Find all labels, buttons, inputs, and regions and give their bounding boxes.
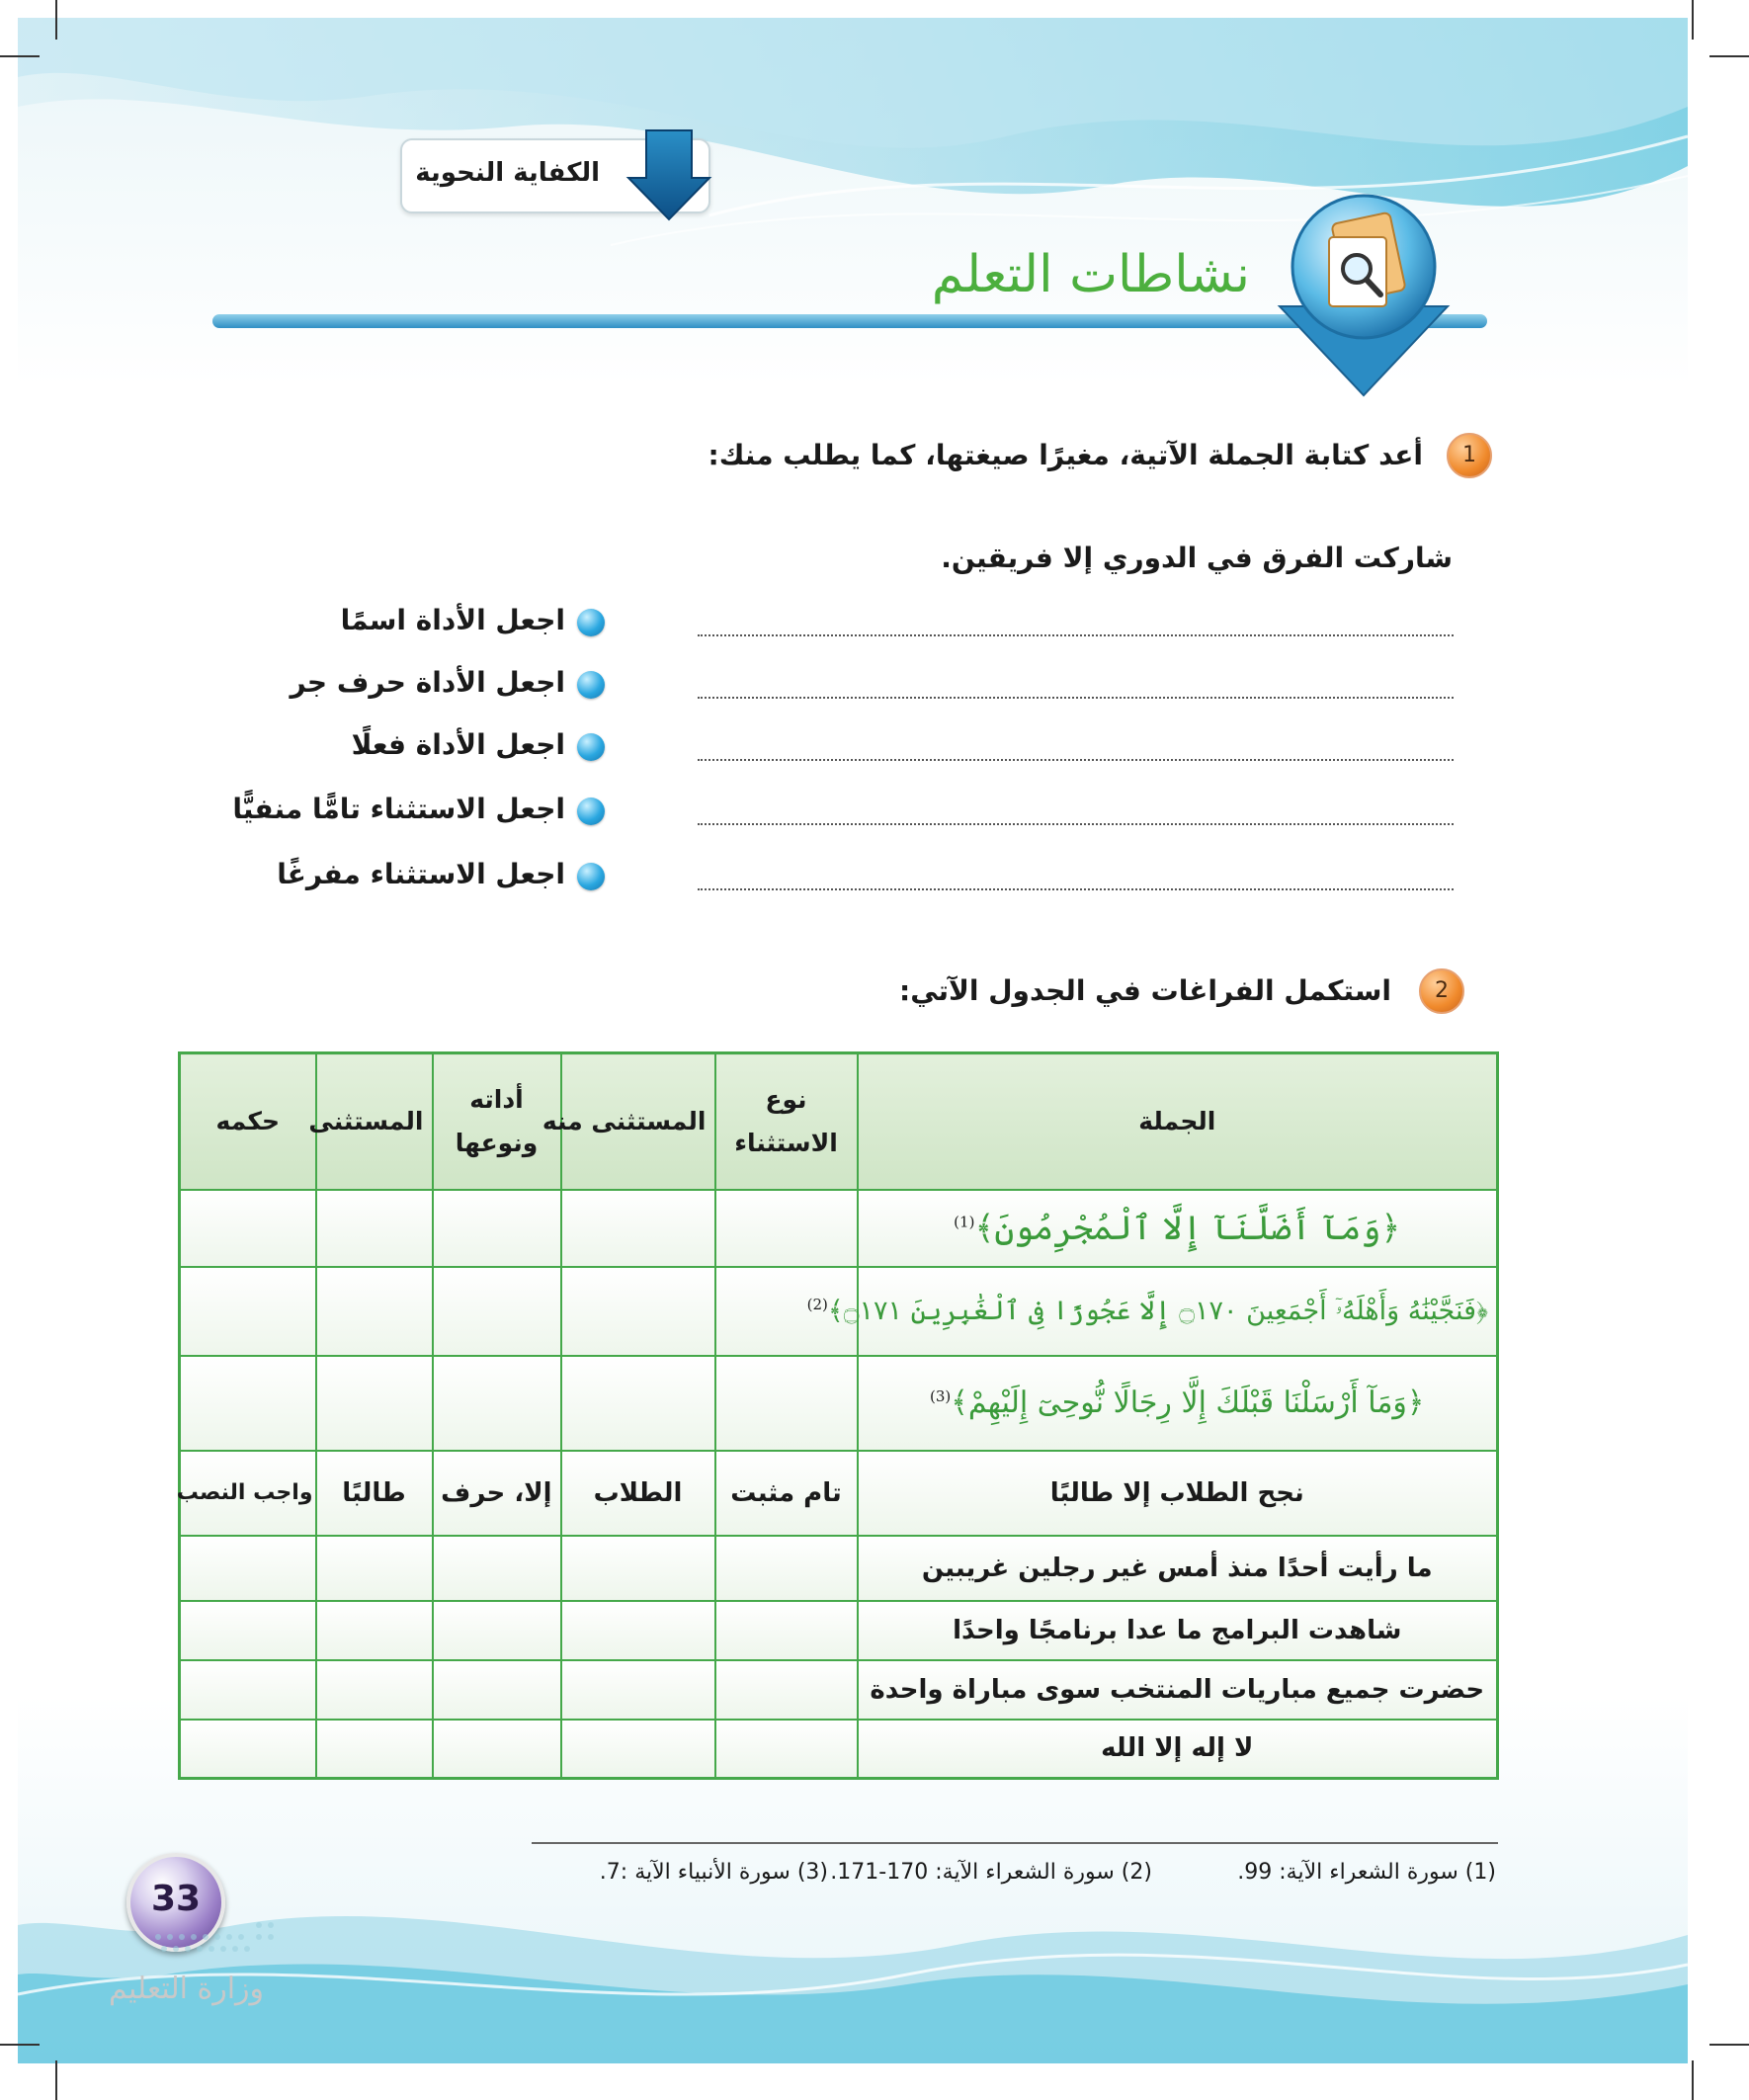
- answer-cell[interactable]: [180, 1720, 316, 1779]
- answer-cell[interactable]: [433, 1720, 561, 1779]
- answer-cell[interactable]: [316, 1190, 433, 1267]
- example-tool: إلا، حرف: [433, 1451, 561, 1536]
- example-ruling: واجب النصب: [180, 1451, 316, 1536]
- footnote-3: (3) سورة الأنبياء الآية :7.: [599, 1860, 828, 1885]
- answer-cell[interactable]: [316, 1660, 433, 1720]
- bullet-icon: [577, 671, 605, 699]
- answer-cell[interactable]: [715, 1190, 858, 1267]
- footnote-rule: [532, 1842, 1498, 1844]
- crop-mark: [55, 0, 57, 40]
- answer-cell[interactable]: [433, 1356, 561, 1451]
- ministry-name: وزارة التعليم: [109, 1972, 265, 2006]
- table-header-row: [180, 1053, 1498, 1190]
- example-excepted: طالبًا: [316, 1451, 433, 1536]
- table-row: [180, 1720, 1498, 1779]
- bullet-icon: [577, 609, 605, 636]
- footnote-ref: (3): [930, 1387, 952, 1405]
- bullet-icon: [577, 863, 605, 890]
- answer-cell[interactable]: [316, 1356, 433, 1451]
- exceptions-table: [178, 1051, 1499, 1780]
- chapter-badge-label: الكفاية النحوية: [415, 158, 600, 188]
- quran-verse: ﴿فَنَجَّيْنَٰهُ وَأَهْلَهُۥٓ أَجْمَعِينَ ۝١٧٠ إِلَّا عَجُوزًا فِى ٱلْغَٰبِرِينَ ۝١٧١﴾: [827, 1295, 1488, 1326]
- task-row: [0, 853, 1749, 902]
- crop-mark: [1692, 2060, 1694, 2100]
- answer-line[interactable]: [698, 888, 1454, 890]
- header-ruling: حكمه: [180, 1053, 316, 1190]
- answer-cell[interactable]: [316, 1601, 433, 1660]
- exercise-1-instruction: أعد كتابة الجملة الآتية، مغيرًا صيغتها، كما يطلب منك:: [708, 439, 1423, 471]
- answer-cell[interactable]: [180, 1601, 316, 1660]
- header-type-line2: الاستثناء: [734, 1128, 838, 1157]
- example-type: تام مثبت: [715, 1451, 858, 1536]
- answer-cell[interactable]: [561, 1720, 715, 1779]
- down-arrow-icon: [625, 126, 713, 221]
- answer-line[interactable]: [698, 697, 1454, 699]
- task-label: اجعل الاستثناء تامًّا منفيًّا: [232, 793, 565, 825]
- bullet-icon: [577, 733, 605, 761]
- footnote-ref: (1): [954, 1213, 975, 1231]
- table-row-example: [180, 1451, 1498, 1536]
- quran-verse: ﴿وَمَآ أَرْسَلْنَا قَبْلَكَ إِلَّا رِجَالًا نُّوحِىٓ إِلَيْهِمْ﴾: [951, 1386, 1425, 1420]
- answer-cell[interactable]: [561, 1267, 715, 1356]
- answer-cell[interactable]: [561, 1601, 715, 1660]
- answer-cell[interactable]: [715, 1356, 858, 1451]
- section-title: نشاطات التعلم: [931, 245, 1250, 304]
- answer-cell[interactable]: [561, 1536, 715, 1601]
- footnote-1: (1) سورة الشعراء الآية: 99.: [1237, 1860, 1496, 1885]
- page-number: 33: [150, 1879, 202, 1919]
- table-row: [180, 1601, 1498, 1660]
- table-row: [180, 1660, 1498, 1720]
- header-excepted: المستثنى: [316, 1053, 433, 1190]
- example-sentence: نجح الطلاب إلا طالبًا: [858, 1451, 1498, 1536]
- exercise-1-number: 1: [1447, 433, 1492, 478]
- table-row: [180, 1190, 1498, 1267]
- sentence-cell: ما رأيت أحدًا منذ أمس غير رجلين غريبين: [858, 1536, 1498, 1601]
- quran-verse: ﴿وَمَآ أَضَلَّنَآ إِلَّا ٱلْمُجْرِمُونَ﴾: [974, 1209, 1401, 1248]
- crop-mark: [1709, 55, 1749, 57]
- answer-cell[interactable]: [433, 1660, 561, 1720]
- crop-mark: [1709, 2044, 1749, 2046]
- answer-cell[interactable]: [433, 1190, 561, 1267]
- answer-cell[interactable]: [316, 1536, 433, 1601]
- exercise-2-instruction: استكمل الفراغات في الجدول الآتي:: [899, 974, 1391, 1007]
- crop-mark: [0, 2044, 40, 2046]
- header-sentence: الجملة: [858, 1053, 1498, 1190]
- header-exception-type: [715, 1053, 858, 1190]
- header-tool-line1: أداته: [469, 1084, 524, 1114]
- exercise-2-number: 2: [1419, 968, 1464, 1014]
- table-row: [180, 1356, 1498, 1451]
- answer-cell[interactable]: [180, 1356, 316, 1451]
- task-label: اجعل الاستثناء مفرغًا: [277, 858, 565, 890]
- answer-cell[interactable]: [180, 1660, 316, 1720]
- crop-mark: [55, 2060, 57, 2100]
- magnifier-folder-icon: [1280, 188, 1448, 395]
- answer-cell[interactable]: [561, 1356, 715, 1451]
- task-row: [0, 599, 1749, 648]
- answer-cell[interactable]: [316, 1267, 433, 1356]
- sentence-cell: حضرت جميع مباريات المنتخب سوى مباراة واحدة: [858, 1660, 1498, 1720]
- quran-verse-cell: [806, 1267, 1498, 1356]
- task-label: اجعل الأداة فعلًا: [351, 728, 565, 761]
- header-excepted-from: المستثنى منه: [561, 1053, 715, 1190]
- example-excepted-from: الطلاب: [561, 1451, 715, 1536]
- answer-cell[interactable]: [433, 1536, 561, 1601]
- crop-mark: [1692, 0, 1694, 40]
- answer-cell[interactable]: [433, 1267, 561, 1356]
- table-row: [180, 1267, 1498, 1356]
- answer-cell[interactable]: [715, 1536, 858, 1601]
- bullet-icon: [577, 798, 605, 825]
- header-type-line1: نوع: [765, 1084, 807, 1114]
- answer-cell[interactable]: [180, 1267, 316, 1356]
- answer-line[interactable]: [698, 759, 1454, 761]
- answer-cell[interactable]: [715, 1720, 858, 1779]
- sentence-cell: شاهدت البرامج ما عدا برنامجًا واحدًا: [858, 1601, 1498, 1660]
- table-row: [180, 1536, 1498, 1601]
- answer-line[interactable]: [698, 823, 1454, 825]
- answer-cell[interactable]: [316, 1720, 433, 1779]
- header-tool-line2: ونوعها: [455, 1128, 539, 1157]
- footnote-2: (2) سورة الشعراء الآية: 170-171.: [830, 1860, 1152, 1885]
- task-label: اجعل الأداة اسمًا: [340, 604, 565, 636]
- exercise-1-sentence: شاركت الفرق في الدوري إلا فريقين.: [941, 542, 1453, 574]
- answer-cell[interactable]: [180, 1190, 316, 1267]
- answer-cell[interactable]: [715, 1660, 858, 1720]
- answer-cell[interactable]: [433, 1601, 561, 1660]
- answer-line[interactable]: [698, 634, 1454, 636]
- answer-cell[interactable]: [180, 1536, 316, 1601]
- task-row: [0, 723, 1749, 773]
- sentence-cell: لا إله إلا الله: [858, 1720, 1498, 1779]
- answer-cell[interactable]: [561, 1660, 715, 1720]
- task-row: [0, 788, 1749, 837]
- answer-cell[interactable]: [715, 1601, 858, 1660]
- task-row: [0, 661, 1749, 711]
- task-label: اجعل الأداة حرف جر: [290, 666, 565, 699]
- footnote-ref: (2): [806, 1295, 828, 1313]
- answer-cell[interactable]: [561, 1190, 715, 1267]
- crop-mark: [0, 55, 40, 57]
- quran-verse-cell: [858, 1190, 1498, 1267]
- quran-verse-cell: [858, 1356, 1498, 1451]
